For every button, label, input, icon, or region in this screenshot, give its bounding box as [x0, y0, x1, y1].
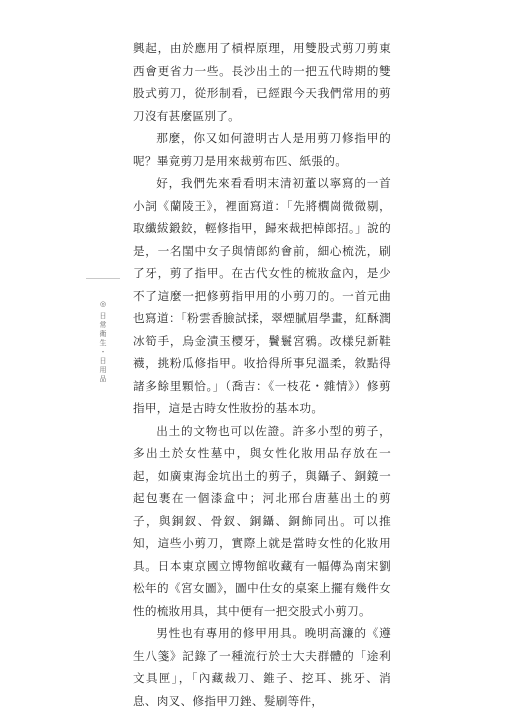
side-bullet-icon: ◎: [99, 300, 107, 308]
paragraph: 興起，由於應用了槓桿原理，用雙股式剪刀剪東西會更省力一些。長沙出土的一把五代時期的雙股式剪刀，從形制看，已經跟今天我們常用的剪刀沒有甚麼區別了。: [133, 41, 391, 123]
side-divider: [86, 278, 120, 279]
paragraph: 出土的文物也可以佐證。許多小型的剪子，多出土於女性墓中，與女性化妝用品存放在一起，如廣東海金坑出土的剪子，與鑷子、銅鏡一起包裹在一個漆盒中；河北邢台唐墓出土的剪子，與銅釵、骨釵、銅鑷、銅飾同出。可以推知，這些小剪刀，實際上就是當時女性的化妝用具。日本東京國立博物館收藏有一幅傳為南宋劉松年的《宮女圖》，圖中仕女的桌案上擺有幾件女性的梳妝用具，其中便有一把交股式小剪刀。: [133, 423, 391, 618]
paragraph: 好，我們先來看看明末清初董以寧寫的一首小詞《蘭陵王》，裡面寫道：「先將櫚崗微微剔，取纖紱鍛鉸，輕修指甲，歸來裁把棹郎招。」說的是，一名閨中女子與情郎約會前，細心梳洗，刷了牙，剪了指甲。在古代女性的梳妝盒內，是少不了這麼一把修剪指甲用的小剪刀的。一首元曲也寫道：「粉雲香臉試揉，翠煙膩眉學畫，紅酥潤冰筍手，烏金漬玉樱牙，鬢鬟宮鴉。改樣兒新鞋襪，挑粉瓜修指甲。收拾得所事兒溫柔，敘點得諸多餘里顆恰。」（喬吉：《一枝花・雜情》）修剪指甲，這是古時女性妝扮的基本功。: [133, 176, 391, 415]
paragraph: 男性也有專用的修甲用具。晚明高濂的《遵生八箋》記錄了一種流行於士大夫群體的「途利文具匣」，「內藏裁刀、錐子、挖耳、挑牙、消息、肉叉、修指甲刀銼、髮刷等件，: [133, 626, 391, 708]
paragraph: 那麼，你又如何證明古人是用剪刀修指甲的呢？畢竟剪刀是用來裁剪布匹、紙張的。: [133, 131, 391, 168]
body-text: [133, 37, 391, 712]
side-section-label: 日常衛生・日用品: [99, 312, 107, 384]
